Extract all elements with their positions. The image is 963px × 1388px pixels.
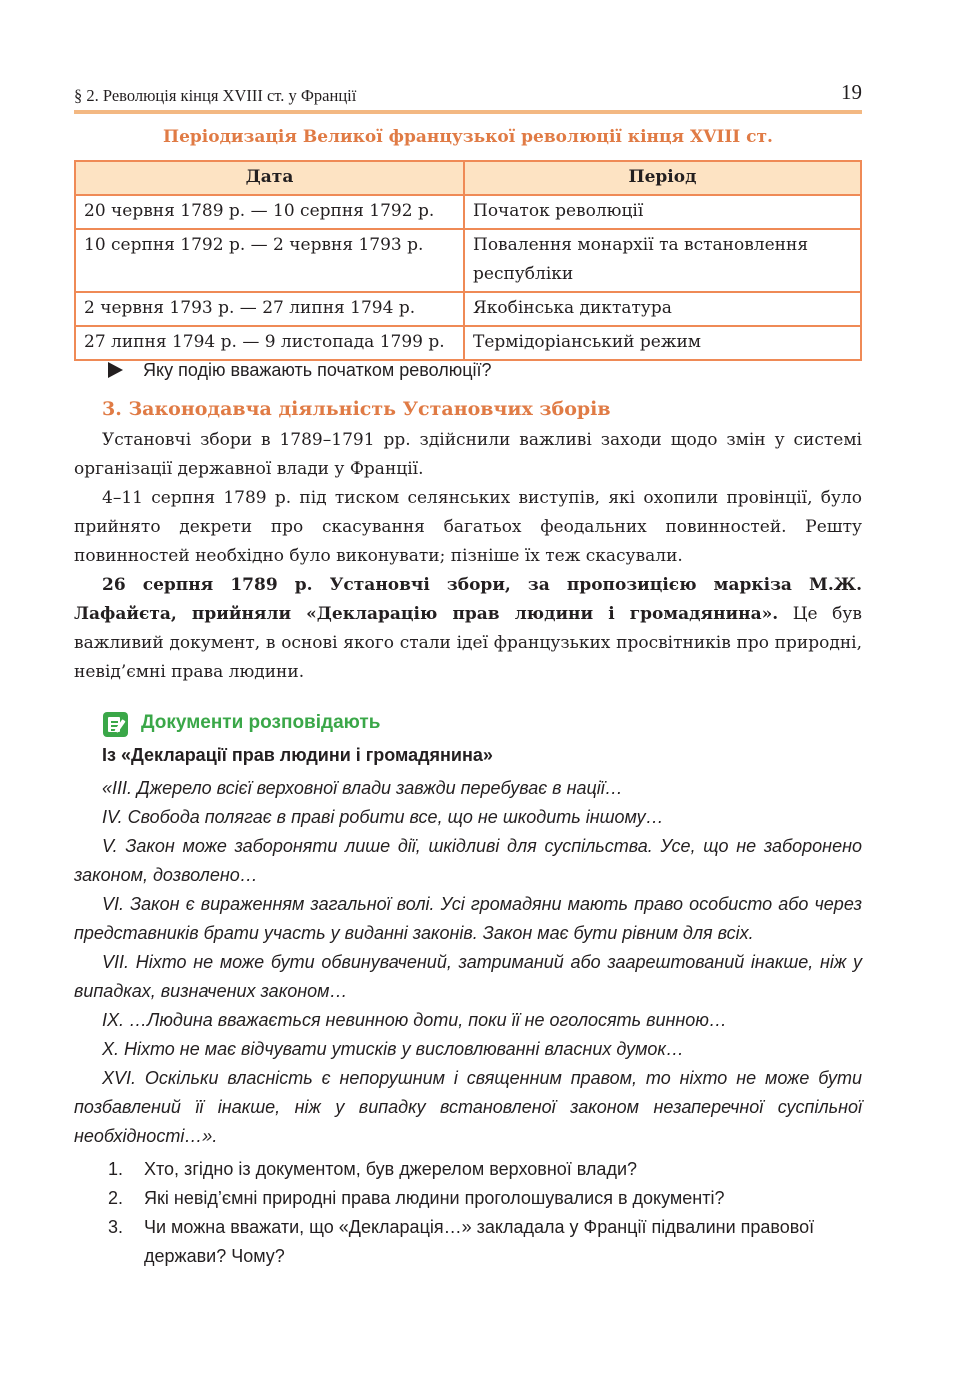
question-text: Які невід’ємні природні права людини проголошувалися в документі?: [144, 1188, 725, 1208]
table-header-row: [75, 161, 861, 195]
questions-list: [108, 1155, 862, 1271]
paragraph: 4–11 серпня 1789 р. під тиском селянських виступів, які охопили провінції, було прийнято декрети про скасування багатьох феодальних повинностей. Решту повинностей необхідно було виконувати; пізніше їх теж скасували.: [74, 488, 862, 566]
question-number: 1.: [108, 1159, 124, 1179]
date-cell: 27 липня 1794 р. — 9 листопада 1799 р.: [75, 326, 464, 360]
document-pen-icon: [103, 712, 128, 737]
period-cell: Початок революції: [464, 195, 861, 229]
quote-article: IV. Свобода полягає в праві робити все, що не шкодить іншому…: [102, 807, 664, 827]
documents-heading: Документи розповідають: [141, 712, 381, 733]
date-cell: 20 червня 1789 р. — 10 серпня 1792 р.: [75, 195, 464, 229]
section-heading: 3. Законодавча діяльність Установчих зборів: [102, 398, 611, 420]
periodization-table: [74, 160, 862, 361]
quote-article: «III. Джерело всієї верховної влади завжди перебуває в нації…: [102, 778, 623, 798]
list-item: [108, 1155, 862, 1184]
header-divider: [74, 110, 862, 114]
quote-article: VII. Ніхто не може бути обвинувачений, затриманий або заарештований інакше, ніж у випадках, визначених законом…: [74, 952, 862, 1001]
play-triangle-icon: [108, 362, 123, 378]
list-item: [108, 1213, 862, 1271]
table-row: [75, 195, 861, 229]
document-title: Із «Декларації прав людини і громадянина»: [102, 745, 493, 765]
quote-article: VI. Закон є вираженням загальної волі. Усі громадяни мають право особисто або через представників брати участь у виданні законів. Закон має бути рівним для всіх.: [74, 894, 862, 943]
table-row: [75, 292, 861, 326]
list-item: [108, 1184, 862, 1213]
period-cell: Повалення монархії та встановлення республіки: [464, 229, 861, 292]
section-running-title: § 2. Революція кінця XVIII ст. у Франції: [74, 86, 357, 105]
column-header-date: Дата: [75, 161, 464, 195]
table-row: [75, 229, 861, 292]
paragraph-text: Це був важливий документ, в основі якого стали ідеї французьких просвітників про природні, невід’ємні права людини.: [74, 604, 862, 682]
quote-article: XVI. Оскільки власність є непорушним і священним правом, то ніхто не може бути позбавлений її інакше, ніж у випадку встановленої законом незаперечної суспільної необхідності…».: [74, 1068, 862, 1146]
table-title: Періодизація Великої французької революції кінця XVIII ст.: [163, 127, 773, 147]
page-number: 19: [841, 80, 862, 104]
quote-article: V. Закон може забороняти лише дії, шкідливі для суспільства. Усе, що не заборонено законом, дозволено…: [74, 836, 862, 885]
question-text: Чи можна вважати, що «Декларація…» закладала у Франції підвалини правової держави? Чому?: [144, 1217, 815, 1266]
table-question: [108, 360, 492, 381]
table-row: [75, 326, 861, 360]
question-number: 2.: [108, 1188, 124, 1208]
table-question-text: Яку подію вважають початком революції?: [143, 360, 492, 380]
paragraph-bold-lead: 26 серпня 1789 р. Установчі збори, за пропозицією маркіза М.Ж. Лафайєта, прийняли «Декларацію прав людини і громадянина».: [74, 575, 862, 624]
date-cell: 2 червня 1793 р. — 27 липня 1794 р.: [75, 292, 464, 326]
period-cell: Якобінська диктатура: [464, 292, 861, 326]
period-cell: Термідоріанський режим: [464, 326, 861, 360]
document-quote: [74, 774, 862, 1151]
column-header-period: Період: [464, 161, 861, 195]
question-number: 3.: [108, 1217, 124, 1237]
paragraph: Установчі збори в 1789–1791 рр. здійснили важливі заходи щодо змін у системі організації державної влади у Франції.: [74, 430, 862, 479]
date-cell: 10 серпня 1792 р. — 2 червня 1793 р.: [75, 229, 464, 292]
paragraph: [74, 571, 862, 687]
quote-article: IX. …Людина вважається невинною доти, поки її не оголосять винною…: [102, 1010, 727, 1030]
question-text: Хто, згідно із документом, був джерелом верховної влади?: [144, 1159, 638, 1179]
quote-article: X. Ніхто не має відчувати утисків у висловлюванні власних думок…: [102, 1039, 684, 1059]
